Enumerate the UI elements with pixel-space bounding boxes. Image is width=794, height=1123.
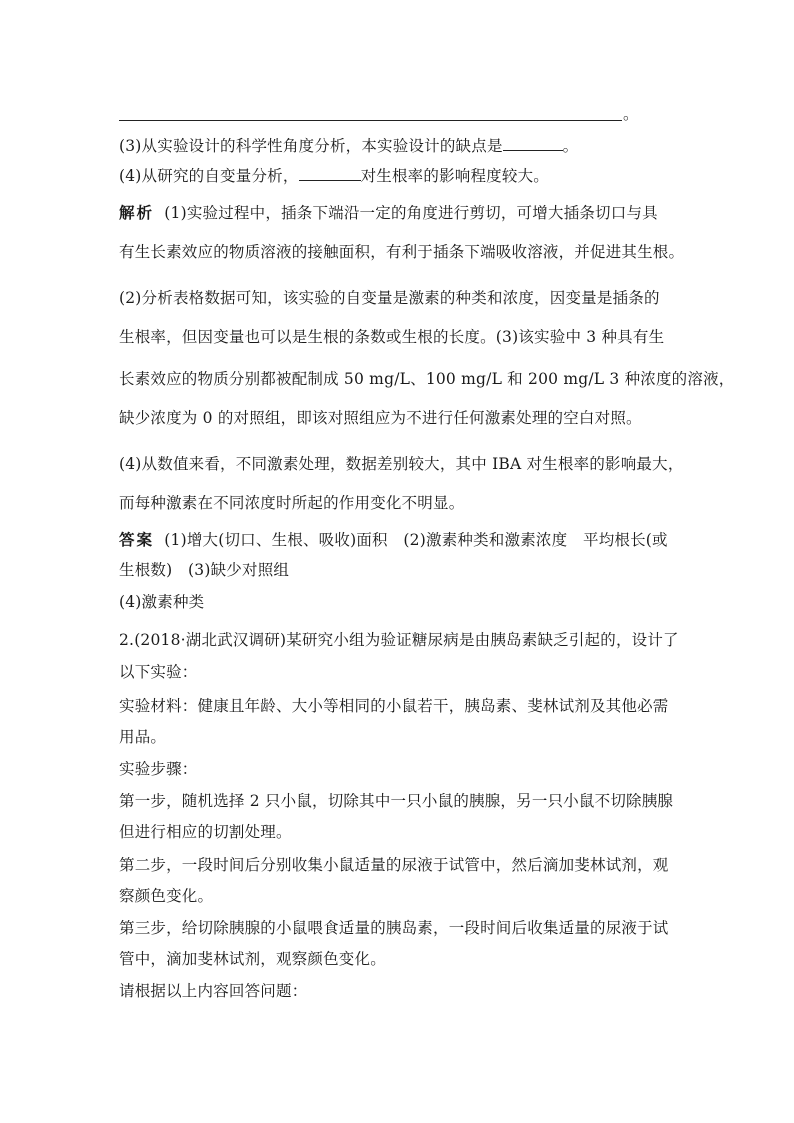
q2-line-8: 第二步，一段时间后分别收集小鼠适量的尿液于试管中，然后滴加斐林试剂，观 xyxy=(119,856,669,874)
q2-line-9: 察颜色变化。 xyxy=(119,887,214,905)
analysis-line-7: (4)从数值来看，不同激素处理，数据差别较大，其中 IBA 对生根率的影响最大， xyxy=(119,455,684,473)
analysis-label: 解析 xyxy=(119,203,155,222)
q2-line-6: 第一步，随机选择 2 只小鼠，切除其中一只小鼠的胰腺，另一只小鼠不切除胰腺 xyxy=(119,792,674,810)
question-4 xyxy=(119,164,679,186)
analysis-line-5: 长素效应的物质分别都被配制成 50 mg/L、100 mg/L 和 200 mg/L 3 种浓度的溶液， xyxy=(119,370,735,388)
q2-line-2: 以下实验： xyxy=(119,663,198,681)
period-mark: 。 xyxy=(623,105,639,123)
q2-line-3: 实验材料：健康且年龄、大小等相同的小鼠若干，胰岛素、斐林试剂及其他必需 xyxy=(119,697,669,715)
question-3-blank xyxy=(503,134,563,151)
analysis-line-4: 生根率，但因变量也可以是生根的条数或生根的长度。(3)该实验中 3 种具有生 xyxy=(119,328,665,346)
q2-line-7: 但进行相应的切割处理。 xyxy=(119,823,292,841)
q2-line-4: 用品。 xyxy=(119,728,167,746)
question-4-end: 对生根率的影响程度较大。 xyxy=(360,167,549,185)
q2-line-12: 请根据以上内容回答问题： xyxy=(119,982,308,1000)
question-3 xyxy=(119,134,679,156)
q2-line-11: 管中，滴加斐林试剂，观察颜色变化。 xyxy=(119,950,386,968)
q2-line-1: 2.(2018·湖北武汉调研)某研究小组为验证糖尿病是由胰岛素缺乏引起的，设计了 xyxy=(119,631,679,649)
analysis-line-6: 缺少浓度为 0 的对照组，即该对照组应为不进行任何激素处理的空白对照。 xyxy=(119,409,642,427)
analysis-line-8: 而每种激素在不同浓度时所起的作用变化不明显。 xyxy=(119,494,465,512)
q2-line-5: 实验步骤： xyxy=(119,760,198,778)
question-3-text: (3)从实验设计的科学性角度分析，本实验设计的缺点是 xyxy=(119,137,503,155)
analysis-line-2: 有生长素效应的物质溶液的接触面积，有利于插条下端吸收溶液，并促进其生根。 xyxy=(119,243,685,261)
analysis-line-1: 解析 (1)实验过程中，插条下端沿一定的角度进行剪切，可增大插条切口与具 xyxy=(119,203,658,222)
analysis-line-3: (2)分析表格数据可知，该实验的自变量是激素的种类和浓度，因变量是插条的 xyxy=(119,289,660,307)
answer-line-3: (4)激素种类 xyxy=(119,593,205,611)
answer-line-1: 答案 (1)增大(切口、生根、吸收)面积 (2)激素种类和激素浓度 平均根长(或 xyxy=(119,530,668,549)
q2-line-10: 第三步，给切除胰腺的小鼠喂食适量的胰岛素，一段时间后收集适量的尿液于试 xyxy=(119,919,669,937)
answer-label: 答案 xyxy=(119,530,155,549)
question-3-end: 。 xyxy=(562,137,579,155)
answer-line-2: 生根数) (3)缺少对照组 xyxy=(119,561,290,579)
question-4-blank xyxy=(299,164,361,181)
question-4-text: (4)从研究的自变量分析， xyxy=(119,167,299,185)
answer-blank-line xyxy=(119,120,622,121)
